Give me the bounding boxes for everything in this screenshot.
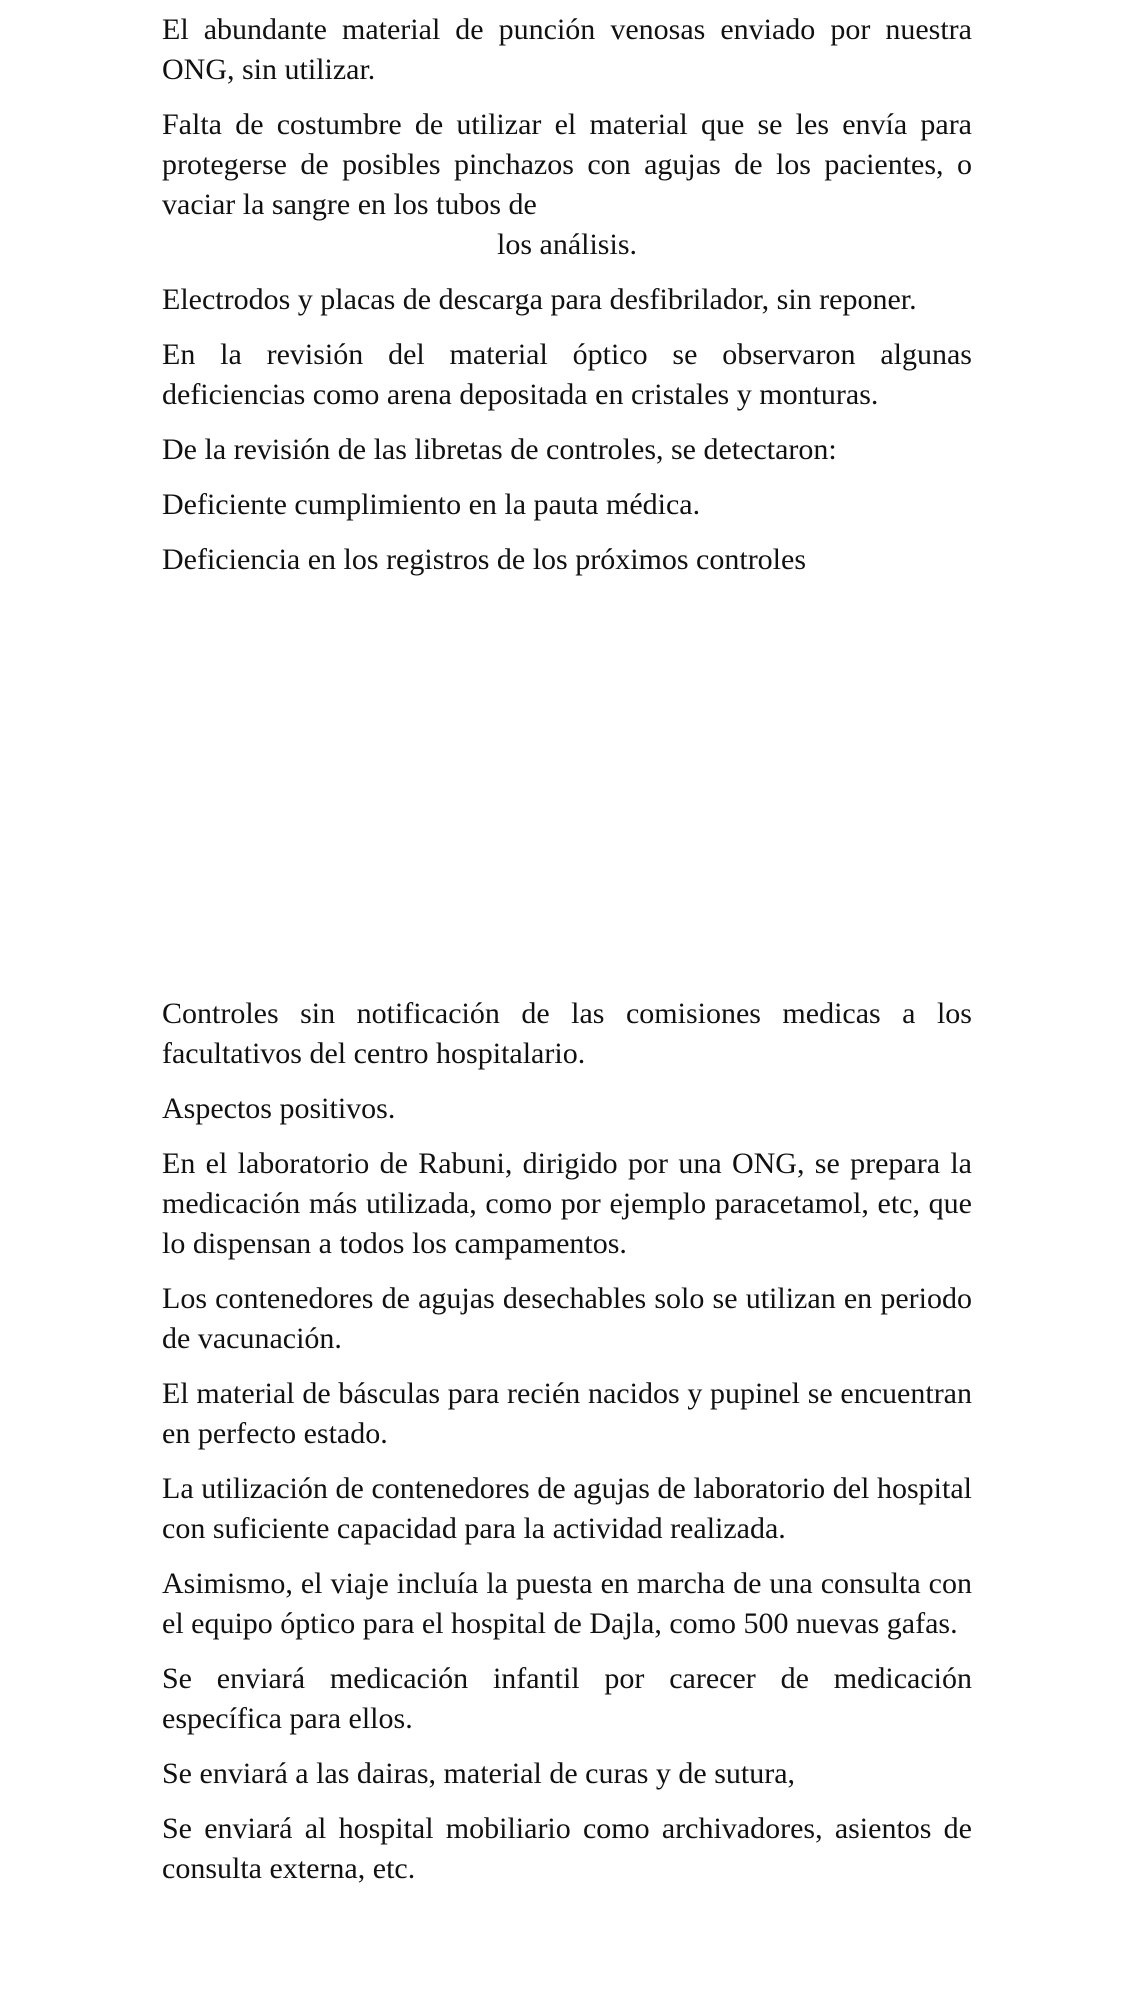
paragraph: En la revisión del material óptico se observaron algunas deficiencias como arena depositada en cristales y monturas. bbox=[162, 338, 972, 411]
paragraph: El abundante material de punción venosas enviado por nuestra ONG, sin utilizar. bbox=[162, 13, 972, 86]
paragraph: Los contenedores de agujas desechables solo se utilizan en periodo de vacunación. bbox=[162, 1282, 972, 1355]
top-text-block bbox=[162, 10, 972, 580]
paragraph: La utilización de contenedores de agujas de laboratorio del hospital con suficiente capacidad para la actividad realizada. bbox=[162, 1472, 972, 1545]
paragraph: De la revisión de las libretas de controles, se detectaron: bbox=[162, 433, 837, 466]
paragraph: Deficiencia en los registros de los próximos controles bbox=[162, 543, 807, 576]
paragraph bbox=[162, 105, 972, 265]
paragraph: El material de básculas para recién nacidos y pupinel se encuentran en perfecto estado. bbox=[162, 1377, 972, 1450]
section-heading: Aspectos positivos. bbox=[162, 1092, 396, 1125]
paragraph-tail: los análisis. bbox=[497, 228, 637, 261]
paragraph: En el laboratorio de Rabuni, dirigido por una ONG, se prepara la medicación más utilizada, como por ejemplo paracetamol, etc, que lo dispensan a todos los campamentos. bbox=[162, 1147, 972, 1260]
paragraph: Se enviará medicación infantil por carecer de medicación específica para ellos. bbox=[162, 1662, 972, 1735]
paragraph: Electrodos y placas de descarga para desfibrilador, sin reponer. bbox=[162, 283, 917, 316]
paragraph: Asimismo, el viaje incluía la puesta en marcha de una consulta con el equipo óptico para el hospital de Dajla, como 500 nuevas gafas. bbox=[162, 1567, 972, 1640]
paragraph: Se enviará al hospital mobiliario como archivadores, asientos de consulta externa, etc. bbox=[162, 1812, 972, 1885]
paragraph: Controles sin notificación de las comisiones medicas a los facultativos del centro hospitalario. bbox=[162, 997, 972, 1070]
paragraph: Se enviará a las dairas, material de curas y de sutura, bbox=[162, 1757, 796, 1790]
paragraph: Deficiente cumplimiento en la pauta médica. bbox=[162, 488, 701, 521]
paragraph-text: Falta de costumbre de utilizar el material que se les envía para protegerse de posibles pinchazos con agujas de los pacientes, o vaciar la sangre en los tubos de bbox=[162, 108, 972, 221]
bottom-text-block bbox=[162, 994, 972, 1889]
